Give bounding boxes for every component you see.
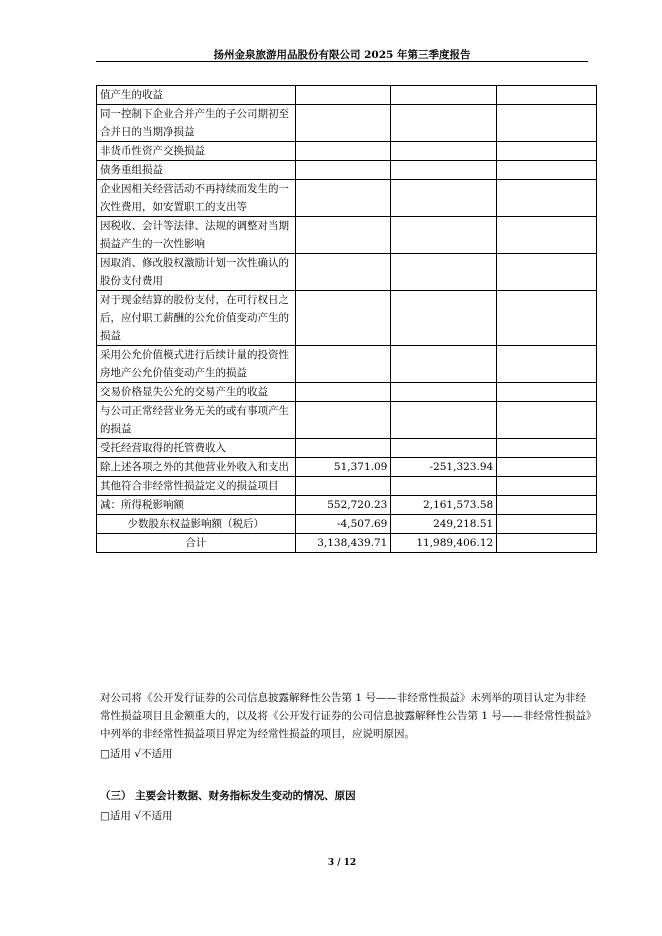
current-period-cell xyxy=(295,105,391,142)
item-cell: 交易价格显失公允的交易产生的收益 xyxy=(97,383,296,402)
page-number: 3 / 12 xyxy=(327,858,357,868)
table-row xyxy=(97,180,597,217)
ytd-cell xyxy=(391,477,497,496)
table-row xyxy=(97,346,597,383)
ytd-cell: 11,989,406.12 xyxy=(391,534,497,553)
note-cell xyxy=(497,383,597,402)
section-title: （三） 主要会计数据、财务指标发生变动的情况、原因 xyxy=(100,790,356,802)
note-cell xyxy=(497,439,597,458)
note-cell xyxy=(497,217,597,254)
note-cell xyxy=(497,477,597,496)
note-cell xyxy=(497,291,597,346)
current-period-cell xyxy=(295,477,391,496)
item-cell: 因税收、会计等法律、法规的调整对当期损益产生的一次性影响 xyxy=(97,217,296,254)
ytd-cell xyxy=(391,86,497,105)
ytd-cell xyxy=(391,161,497,180)
item-cell: 减：所得税影响额 xyxy=(97,496,296,515)
item-cell: 受托经营取得的托管费收入 xyxy=(97,439,296,458)
ytd-cell xyxy=(391,346,497,383)
current-period-cell: 51,371.09 xyxy=(295,458,391,477)
item-cell: 对于现金结算的股份支付，在可行权日之后，应付职工薪酬的公允价值变动产生的损益 xyxy=(97,291,296,346)
ytd-cell xyxy=(391,105,497,142)
item-cell: 同一控制下企业合并产生的子公司期初至合并日的当期净损益 xyxy=(97,105,296,142)
note-cell xyxy=(497,180,597,217)
item-cell: 除上述各项之外的其他营业外收入和支出 xyxy=(97,458,296,477)
table-row xyxy=(97,254,597,291)
note-cell xyxy=(497,105,597,142)
current-period-cell xyxy=(295,217,391,254)
item-cell: 少数股东权益影响额（税后） xyxy=(97,515,296,534)
ytd-cell xyxy=(391,402,497,439)
explanation-paragraph: 对公司将《公开发行证券的公司信息披露解释性公告第 1 号——非经常性损益》未列举的项目认定为非经常性损益项目且金额重大的，以及将《公开发行证券的公司信息披露解释性公告第 1 号——非经常性损益》中列举的非经常性损益项目界定为经常性损益的项目，应说明原因。 xyxy=(100,692,592,740)
current-period-cell: -4,507.69 xyxy=(295,515,391,534)
table-row xyxy=(97,161,597,180)
ytd-cell: 2,161,573.58 xyxy=(391,496,497,515)
item-cell: 采用公允价值模式进行后续计量的投资性房地产公允价值变动产生的损益 xyxy=(97,346,296,383)
ytd-cell xyxy=(391,142,497,161)
ytd-cell xyxy=(391,383,497,402)
ytd-cell xyxy=(391,254,497,291)
item-cell: 因取消、修改股权激励计划一次性确认的股份支付费用 xyxy=(97,254,296,291)
note-cell xyxy=(497,496,597,515)
item-cell: 债务重组损益 xyxy=(97,161,296,180)
non-recurring-gains-table xyxy=(96,85,597,553)
current-period-cell xyxy=(295,402,391,439)
note-cell xyxy=(497,142,597,161)
current-period-cell xyxy=(295,254,391,291)
header-divider xyxy=(96,61,588,62)
current-period-cell xyxy=(295,142,391,161)
note-cell xyxy=(497,161,597,180)
ytd-cell: 249,218.51 xyxy=(391,515,497,534)
current-period-cell xyxy=(295,346,391,383)
item-cell: 非货币性资产交换损益 xyxy=(97,142,296,161)
table-row xyxy=(97,291,597,346)
item-cell: 值产生的收益 xyxy=(97,86,296,105)
item-cell: 合计 xyxy=(97,534,296,553)
table-row xyxy=(97,217,597,254)
table-row xyxy=(97,142,597,161)
current-period-cell xyxy=(295,180,391,217)
current-period-cell xyxy=(295,161,391,180)
note-cell xyxy=(497,254,597,291)
applicability-checkbox-1: □适用 √不适用 xyxy=(100,748,173,760)
item-cell: 企业因相关经营活动不再持续而发生的一次性费用，如安置职工的支出等 xyxy=(97,180,296,217)
table-row xyxy=(97,86,597,105)
table-row xyxy=(97,477,597,496)
ytd-cell xyxy=(391,217,497,254)
note-cell xyxy=(497,86,597,105)
table-row xyxy=(97,458,597,477)
ytd-cell xyxy=(391,439,497,458)
current-period-cell xyxy=(295,291,391,346)
note-cell xyxy=(497,346,597,383)
table-row xyxy=(97,402,597,439)
current-period-cell: 3,138,439.71 xyxy=(295,534,391,553)
table-row xyxy=(97,439,597,458)
note-cell xyxy=(497,402,597,439)
report-header-title: 扬州金泉旅游用品股份有限公司 2025 年第三季度报告 xyxy=(213,49,471,61)
ytd-cell xyxy=(391,180,497,217)
item-cell: 其他符合非经常性损益定义的损益项目 xyxy=(97,477,296,496)
table-row xyxy=(97,105,597,142)
item-cell: 与公司正常经营业务无关的或有事项产生的损益 xyxy=(97,402,296,439)
ytd-cell xyxy=(391,291,497,346)
current-period-cell xyxy=(295,383,391,402)
table-row xyxy=(97,496,597,515)
ytd-cell: -251,323.94 xyxy=(391,458,497,477)
note-cell xyxy=(497,515,597,534)
table-row xyxy=(97,383,597,402)
table-row-total xyxy=(97,534,597,553)
current-period-cell xyxy=(295,439,391,458)
table-row xyxy=(97,515,597,534)
note-cell xyxy=(497,534,597,553)
current-period-cell xyxy=(295,86,391,105)
current-period-cell: 552,720.23 xyxy=(295,496,391,515)
applicability-checkbox-2: □适用 √不适用 xyxy=(100,810,173,822)
note-cell xyxy=(497,458,597,477)
